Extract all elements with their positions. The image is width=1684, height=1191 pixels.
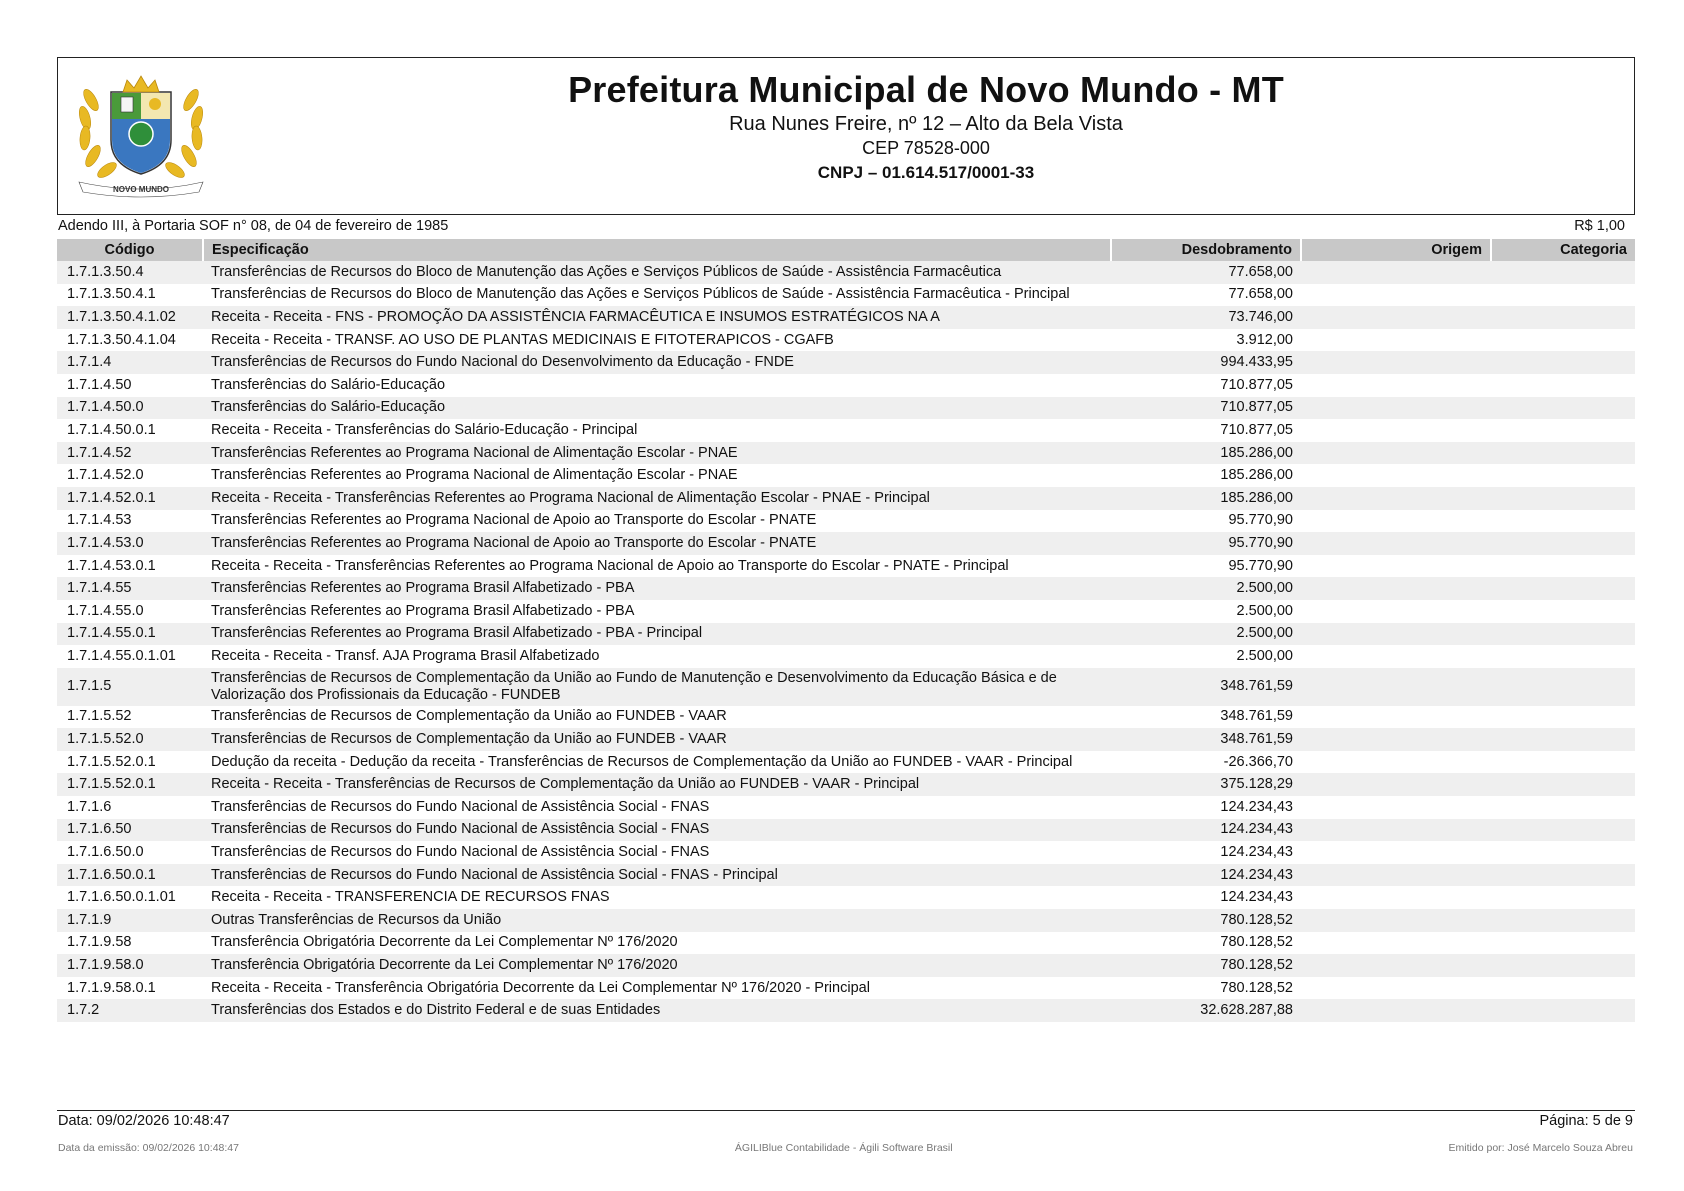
row-desdobramento: 124.234,43	[1111, 819, 1301, 842]
row-code: 1.7.1.9	[57, 909, 203, 932]
row-desdobramento: -26.366,70	[1223, 753, 1293, 770]
row-specification: Receita - Receita - Transferências Referentes ao Programa Nacional de Apoio ao Transporte do Escolar - PNATE - Principal	[211, 557, 1009, 574]
row-desdobramento: 2.500,00	[1111, 577, 1301, 600]
row-code: 1.7.2	[57, 999, 203, 1022]
row-categoria	[1491, 932, 1635, 955]
table-row	[57, 728, 1635, 751]
row-origem	[1301, 728, 1491, 751]
table-row	[57, 419, 1635, 442]
row-specification: Receita - Receita - Transferências Referentes ao Programa Nacional de Alimentação Escolar - PNAE - Principal	[203, 487, 1111, 510]
row-categoria	[1491, 773, 1635, 796]
row-code: 1.7.1.3.50.4.1	[67, 286, 156, 303]
row-categoria	[1491, 464, 1635, 487]
table-row	[57, 510, 1635, 533]
header-text	[58, 68, 1634, 185]
row-code: 1.7.1.4.50	[67, 376, 132, 393]
row-categoria	[1491, 397, 1635, 420]
row-categoria	[1491, 909, 1635, 932]
row-specification: Transferências de Recursos do Fundo Nacional de Assistência Social - FNAS	[211, 844, 710, 861]
row-categoria	[1491, 623, 1635, 646]
row-categoria	[1491, 532, 1635, 555]
table-row	[57, 751, 1635, 774]
row-origem	[1301, 841, 1491, 864]
row-origem	[1301, 487, 1491, 510]
row-categoria	[1491, 999, 1635, 1022]
row-code: 1.7.1.4.53.0	[57, 532, 203, 555]
row-origem	[1301, 796, 1491, 819]
column-header-categoria: Categoria	[1491, 239, 1635, 261]
row-origem	[1301, 886, 1491, 909]
currency-unit: R$ 1,00	[1574, 218, 1625, 234]
row-code: 1.7.1.3.50.4.1.04	[67, 331, 176, 348]
page-number: Página: 5 de 9	[1539, 1113, 1633, 1129]
row-categoria	[1491, 419, 1635, 442]
row-origem	[1301, 819, 1491, 842]
table-row	[57, 864, 1635, 887]
row-categoria	[1491, 306, 1635, 329]
row-specification: Transferências de Recursos de Complementação da União ao FUNDEB - VAAR	[211, 708, 727, 725]
row-categoria	[1491, 977, 1635, 1000]
row-origem	[1301, 751, 1491, 774]
column-header-desdobramento: Desdobramento	[1111, 239, 1301, 261]
row-code: 1.7.1.4.52.0	[67, 467, 144, 484]
row-categoria	[1491, 487, 1635, 510]
row-desdobramento: 32.628.287,88	[1111, 999, 1301, 1022]
row-origem	[1301, 419, 1491, 442]
row-desdobramento: 994.433,95	[1111, 351, 1301, 374]
row-desdobramento: 124.234,43	[1220, 889, 1293, 906]
column-header-codigo: Código	[57, 239, 203, 261]
row-categoria	[1491, 864, 1635, 887]
row-categoria	[1491, 841, 1635, 864]
row-categoria	[1491, 886, 1635, 909]
row-code: 1.7.1.4.50.0	[57, 397, 203, 420]
row-desdobramento: 780.128,52	[1220, 979, 1293, 996]
table-row	[57, 284, 1635, 307]
row-origem	[1301, 600, 1491, 623]
row-categoria	[1491, 728, 1635, 751]
row-specification: Transferências de Recursos de Complementação da União ao Fundo de Manutenção e Desenvolvimento da Educação Básica e de Valorização dos Profissionais da Educação - FUNDEB	[203, 668, 1111, 706]
row-origem	[1301, 577, 1491, 600]
row-specification: Outras Transferências de Recursos da União	[203, 909, 1111, 932]
row-specification: Transferências de Recursos do Fundo Nacional de Assistência Social - FNAS	[203, 819, 1111, 842]
column-header-origem: Origem	[1301, 239, 1491, 261]
row-specification: Transferências de Recursos do Fundo Nacional de Assistência Social - FNAS	[211, 798, 710, 815]
emission-date: Data da emissão: 09/02/2026 10:48:47	[58, 1142, 239, 1154]
row-origem	[1301, 773, 1491, 796]
row-specification: Transferência Obrigatória Decorrente da Lei Complementar Nº 176/2020	[203, 954, 1111, 977]
table-row	[57, 668, 1635, 706]
row-categoria	[1491, 261, 1635, 284]
row-code: 1.7.1.4.55.0.1	[57, 623, 203, 646]
row-desdobramento: 95.770,90	[1111, 532, 1301, 555]
table-row	[57, 886, 1635, 909]
footer-meta	[58, 1142, 1633, 1154]
row-categoria	[1491, 442, 1635, 465]
row-categoria	[1491, 510, 1635, 533]
row-specification: Transferências do Salário-Educação	[211, 376, 446, 393]
table-row	[57, 954, 1635, 977]
cnpj: CNPJ – 01.614.517/0001-33	[817, 163, 1035, 182]
row-origem	[1301, 510, 1491, 533]
table-row	[57, 306, 1635, 329]
row-desdobramento: 95.770,90	[1228, 512, 1293, 529]
table-row	[57, 464, 1635, 487]
row-desdobramento: 348.761,59	[1220, 708, 1293, 725]
row-origem	[1301, 668, 1491, 706]
row-origem	[1301, 374, 1491, 397]
row-specification: Transferência Obrigatória Decorrente da Lei Complementar Nº 176/2020	[211, 934, 678, 951]
row-categoria	[1491, 577, 1635, 600]
row-categoria	[1491, 374, 1635, 397]
row-categoria	[1491, 819, 1635, 842]
row-desdobramento: 2.500,00	[1111, 623, 1301, 646]
row-specification: Transferências dos Estados e do Distrito Federal e de suas Entidades	[203, 999, 1111, 1022]
row-desdobramento: 124.234,43	[1220, 798, 1293, 815]
row-specification: Transferências de Recursos de Complementação da União ao FUNDEB - VAAR	[203, 728, 1111, 751]
row-desdobramento: 77.658,00	[1111, 261, 1301, 284]
row-code: 1.7.1.4.52.0.1	[57, 487, 203, 510]
address: Rua Nunes Freire, nº 12 – Alto da Bela Vista	[729, 113, 1123, 135]
row-code: 1.7.1.4.52	[57, 442, 203, 465]
table-row	[57, 999, 1635, 1022]
row-specification: Transferências do Salário-Educação	[203, 397, 1111, 420]
table-row	[57, 397, 1635, 420]
footer-divider	[57, 1110, 1635, 1111]
row-specification: Receita - Receita - TRANSFERENCIA DE RECURSOS FNAS	[211, 889, 610, 906]
table-header-row	[57, 239, 1635, 261]
row-origem	[1301, 442, 1491, 465]
table-row	[57, 351, 1635, 374]
row-categoria	[1491, 706, 1635, 729]
table-row	[57, 645, 1635, 668]
row-code: 1.7.1.3.50.4	[57, 261, 203, 284]
row-desdobramento: 185.286,00	[1220, 467, 1293, 484]
row-specification: Receita - Receita - TRANSF. AO USO DE PLANTAS MEDICINAIS E FITOTERAPICOS - CGAFB	[211, 331, 834, 348]
row-categoria	[1491, 600, 1635, 623]
row-code: 1.7.1.4.55.0.1.01	[67, 647, 176, 664]
row-origem	[1301, 706, 1491, 729]
row-code: 1.7.1.5.52.0.1	[67, 753, 156, 770]
ordinance-reference: Adendo III, à Portaria SOF n° 08, de 04 de fevereiro de 1985	[58, 218, 449, 234]
row-specification: Receita - Receita - Transferência Obrigatória Decorrente da Lei Complementar Nº 176/2020 - Principal	[211, 979, 870, 996]
row-desdobramento: 73.746,00	[1111, 306, 1301, 329]
row-code: 1.7.1.4.55	[57, 577, 203, 600]
table-row	[57, 600, 1635, 623]
row-desdobramento: 348.761,59	[1111, 728, 1301, 751]
row-code: 1.7.1.4	[57, 351, 203, 374]
table-row	[57, 773, 1635, 796]
row-desdobramento: 185.286,00	[1111, 442, 1301, 465]
row-desdobramento: 77.658,00	[1228, 286, 1293, 303]
row-categoria	[1491, 329, 1635, 352]
table-row	[57, 796, 1635, 819]
row-specification: Transferências Referentes ao Programa Nacional de Alimentação Escolar - PNAE	[211, 467, 738, 484]
row-desdobramento: 780.128,52	[1111, 909, 1301, 932]
row-specification: Transferências Referentes ao Programa Nacional de Apoio ao Transporte do Escolar - PNATE	[203, 532, 1111, 555]
row-origem	[1301, 329, 1491, 352]
row-desdobramento: 710.877,05	[1220, 421, 1293, 438]
table-row	[57, 555, 1635, 578]
row-specification: Transferências de Recursos do Fundo Nacional do Desenvolvimento da Educação - FNDE	[203, 351, 1111, 374]
table-row	[57, 532, 1635, 555]
table-row	[57, 442, 1635, 465]
row-code: 1.7.1.6.50.0	[67, 844, 144, 861]
row-categoria	[1491, 555, 1635, 578]
row-categoria	[1491, 351, 1635, 374]
logo-ribbon-text: NOVO MUNDO	[113, 185, 169, 194]
row-origem	[1301, 645, 1491, 668]
table-row	[57, 841, 1635, 864]
footer	[58, 1113, 1633, 1129]
row-categoria	[1491, 751, 1635, 774]
row-code: 1.7.1.6	[67, 798, 112, 815]
row-origem	[1301, 932, 1491, 955]
row-origem	[1301, 397, 1491, 420]
table-row	[57, 374, 1635, 397]
row-desdobramento: 780.128,52	[1220, 934, 1293, 951]
row-code: 1.7.1.6.50	[57, 819, 203, 842]
row-code: 1.7.1.5	[57, 668, 203, 706]
row-specification: Transferências de Recursos do Bloco de Manutenção das Ações e Serviços Públicos de Saúde - Assistência Farmacêutica - Principal	[211, 286, 1070, 303]
row-code: 1.7.1.9.58.0.1	[67, 979, 156, 996]
row-code: 1.7.1.5.52	[67, 708, 132, 725]
table-row	[57, 932, 1635, 955]
row-desdobramento: 710.877,05	[1111, 397, 1301, 420]
report-header	[57, 57, 1635, 215]
row-desdobramento: 780.128,52	[1111, 954, 1301, 977]
row-desdobramento: 710.877,05	[1220, 376, 1293, 393]
row-code: 1.7.1.4.53.0.1	[67, 557, 156, 574]
page-title: Prefeitura Municipal de Novo Mundo - MT	[568, 69, 1284, 110]
row-origem	[1301, 532, 1491, 555]
row-specification: Receita - Receita - Transferências do Salário-Educação - Principal	[211, 421, 638, 438]
table-row	[57, 819, 1635, 842]
row-origem	[1301, 954, 1491, 977]
table-row	[57, 623, 1635, 646]
row-categoria	[1491, 668, 1635, 706]
row-desdobramento: 348.761,59	[1111, 668, 1301, 706]
row-origem	[1301, 351, 1491, 374]
row-origem	[1301, 306, 1491, 329]
row-specification: Transferências Referentes ao Programa Brasil Alfabetizado - PBA	[203, 577, 1111, 600]
row-code: 1.7.1.4.53	[67, 512, 132, 529]
row-origem	[1301, 977, 1491, 1000]
row-specification: Transferências Referentes ao Programa Brasil Alfabetizado - PBA - Principal	[203, 623, 1111, 646]
row-origem	[1301, 284, 1491, 307]
cep: CEP 78528-000	[862, 138, 990, 158]
row-code: 1.7.1.3.50.4.1.02	[57, 306, 203, 329]
row-desdobramento: 3.912,00	[1236, 331, 1293, 348]
row-code: 1.7.1.4.55.0	[67, 602, 144, 619]
issued-by: Emitido por: José Marcelo Souza Abreu	[1448, 1142, 1633, 1154]
table-row	[57, 261, 1635, 284]
row-origem	[1301, 464, 1491, 487]
row-origem	[1301, 623, 1491, 646]
row-code: 1.7.1.5.52.0	[57, 728, 203, 751]
row-origem	[1301, 555, 1491, 578]
row-code: 1.7.1.9.58	[67, 934, 132, 951]
table-row	[57, 977, 1635, 1000]
table-row	[57, 909, 1635, 932]
row-desdobramento: 185.286,00	[1111, 487, 1301, 510]
table-row	[57, 487, 1635, 510]
row-categoria	[1491, 645, 1635, 668]
row-desdobramento: 2.500,00	[1236, 602, 1293, 619]
row-specification: Dedução da receita - Dedução da receita - Transferências de Recursos de Complementação da União ao FUNDEB - VAAR - Principal	[211, 753, 1073, 770]
row-desdobramento: 95.770,90	[1228, 557, 1293, 574]
row-specification: Transferências Referentes ao Programa Nacional de Apoio ao Transporte do Escolar - PNATE	[211, 512, 817, 529]
table-row	[57, 329, 1635, 352]
row-code: 1.7.1.4.50.0.1	[67, 421, 156, 438]
table-row	[57, 706, 1635, 729]
row-specification: Transferências de Recursos do Bloco de Manutenção das Ações e Serviços Públicos de Saúde - Assistência Farmacêutica	[203, 261, 1111, 284]
row-specification: Transferências de Recursos do Fundo Nacional de Assistência Social - FNAS - Principal	[203, 864, 1111, 887]
row-specification: Transferências Referentes ao Programa Nacional de Alimentação Escolar - PNAE	[203, 442, 1111, 465]
row-specification: Transferências Referentes ao Programa Brasil Alfabetizado - PBA	[211, 602, 635, 619]
report-date: Data: 09/02/2026 10:48:47	[58, 1113, 230, 1129]
row-categoria	[1491, 284, 1635, 307]
subheader	[58, 218, 1625, 234]
row-code: 1.7.1.5.52.0.1	[57, 773, 203, 796]
row-desdobramento: 124.234,43	[1220, 844, 1293, 861]
row-desdobramento: 375.128,29	[1111, 773, 1301, 796]
row-origem	[1301, 909, 1491, 932]
table-row	[57, 577, 1635, 600]
row-desdobramento: 2.500,00	[1236, 647, 1293, 664]
row-specification: Receita - Receita - FNS - PROMOÇÃO DA ASSISTÊNCIA FARMACÊUTICA E INSUMOS ESTRATÉGICOS NA A	[203, 306, 1111, 329]
row-code: 1.7.1.9.58.0	[57, 954, 203, 977]
row-specification: Receita - Receita - Transferências de Recursos de Complementação da União ao FUNDEB - VAAR - Principal	[203, 773, 1111, 796]
row-categoria	[1491, 796, 1635, 819]
column-header-especificacao: Especificação	[203, 239, 1111, 261]
revenue-table	[57, 239, 1635, 1022]
software-name: ÁGILIBlue Contabilidade - Ágili Software Brasil	[734, 1142, 953, 1154]
row-specification: Receita - Receita - Transf. AJA Programa Brasil Alfabetizado	[211, 647, 600, 664]
row-origem	[1301, 999, 1491, 1022]
row-categoria	[1491, 954, 1635, 977]
row-origem	[1301, 864, 1491, 887]
row-code: 1.7.1.6.50.0.1	[57, 864, 203, 887]
row-code: 1.7.1.6.50.0.1.01	[67, 889, 176, 906]
row-origem	[1301, 261, 1491, 284]
row-desdobramento: 124.234,43	[1111, 864, 1301, 887]
